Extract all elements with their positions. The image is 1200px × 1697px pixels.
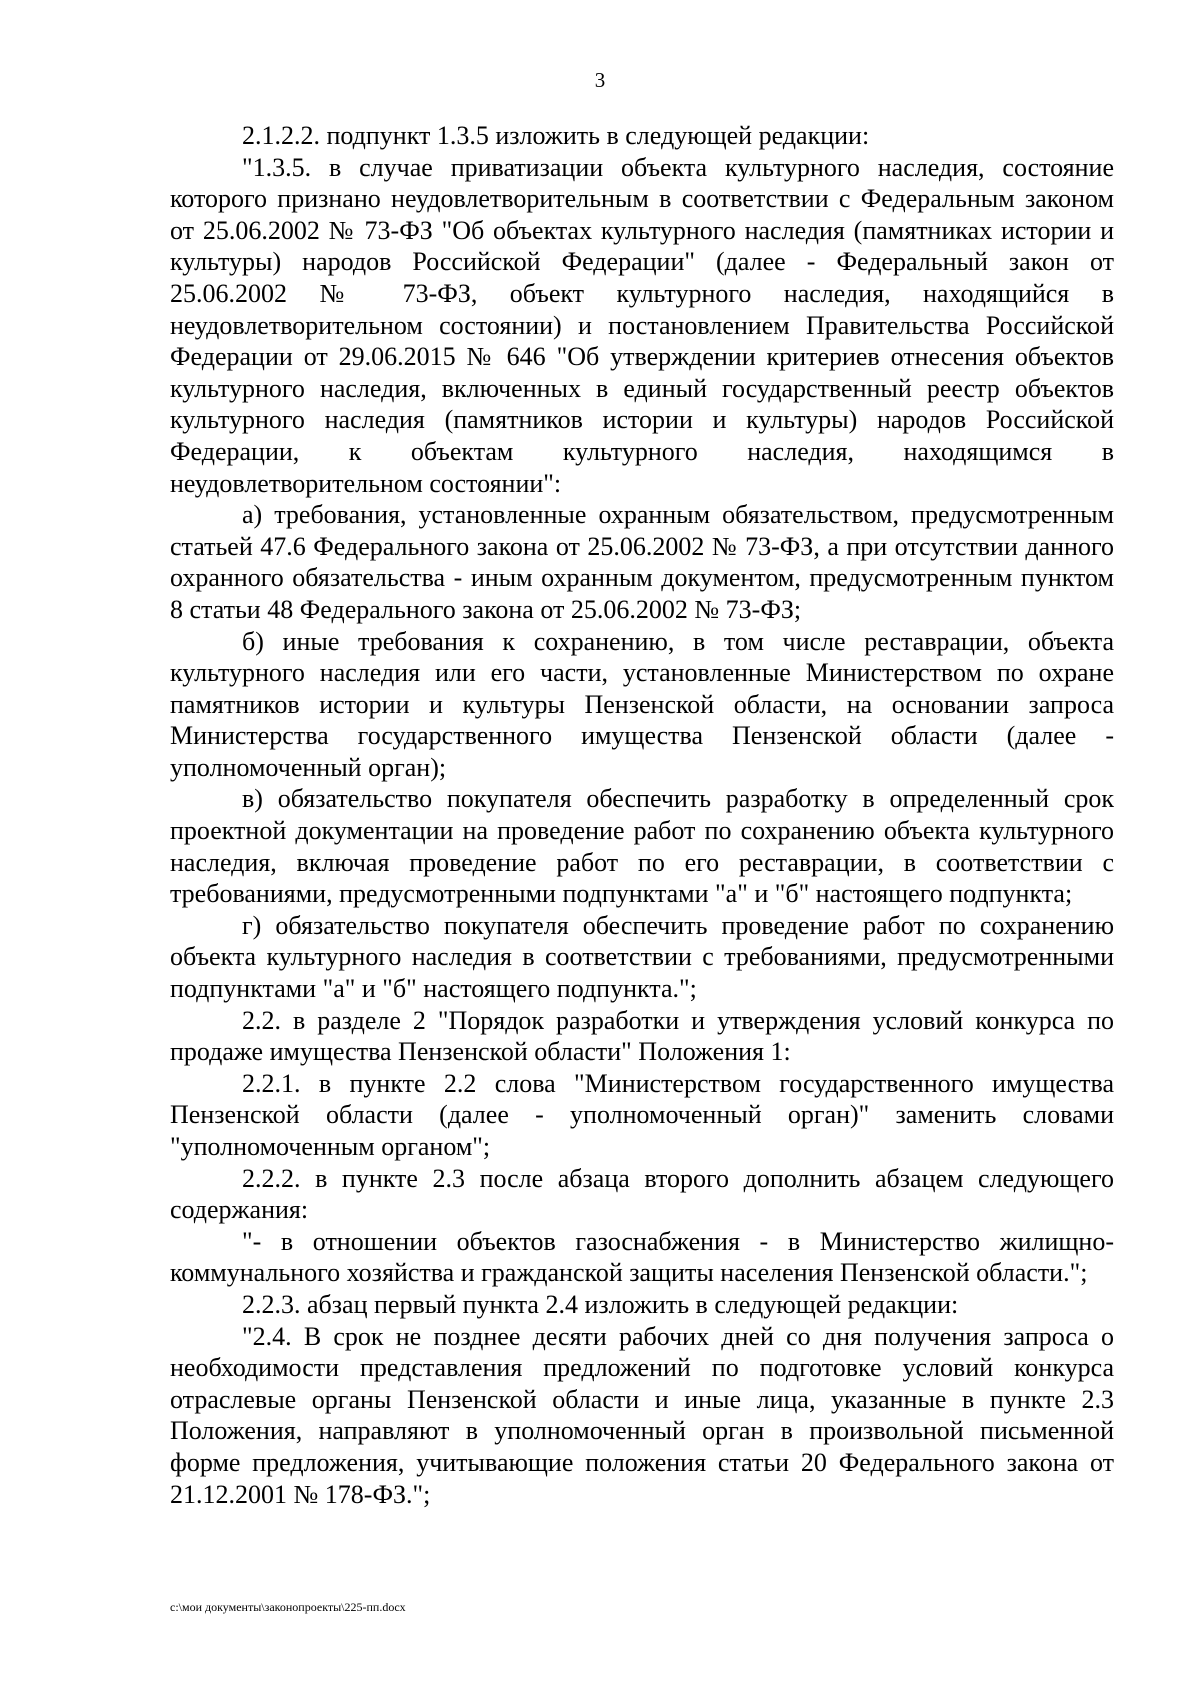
paragraph: 2.2. в разделе 2 "Порядок разработки и утверждения условий конкурса по продаже имущества Пензенской области" Положения 1: bbox=[170, 1005, 1114, 1067]
paragraph: "2.4. В срок не позднее десяти рабочих дней со дня получения запроса о необходимости представления предложений по подготовке условий конкурса отраслевые органы Пензенской области и иные лица, указанные в пункте 2.3 Положения, направляют в уполномоченный орган в произвольной письменной форме предложения, учитывающие положения статьи 20 Федерального закона от 21.12.2001 № 178-ФЗ."; bbox=[170, 1321, 1114, 1509]
paragraph: 2.2.3. абзац первый пункта 2.4 изложить в следующей редакции: bbox=[242, 1289, 959, 1319]
paragraph: г) обязательство покупателя обеспечить проведение работ по сохранению объекта культурного наследия в соответствии с требованиями, предусмотренными подпунктами "а" и "б" настоящего подпункта."; bbox=[170, 910, 1114, 1004]
paragraph: в) обязательство покупателя обеспечить разработку в определенный срок проектной документации на проведение работ по сохранению объекта культурного наследия, включая проведение работ по его реставрации, в соответствии с требованиями, предусмотренными подпунктами "а" и "б" настоящего подпункта; bbox=[170, 784, 1114, 909]
paragraph: 2.1.2.2. подпункт 1.3.5 изложить в следующей редакции: bbox=[242, 121, 870, 150]
paragraph: а) требования, установленные охранным обязательством, предусмотренным статьей 47.6 Федерального закона от 25.06.2002 № 73-ФЗ, а при отсутствии данного охранного обязательства - иным охранным документом, предусмотренным пунктом 8 статьи 48 Федерального закона от 25.06.2002 № 73-ФЗ; bbox=[170, 500, 1114, 624]
paragraph: 2.2.1. в пункте 2.2 слова "Министерством государственного имущества Пензенской области (далее - уполномоченный орган)" заменить словами "уполномоченным органом"; bbox=[170, 1068, 1114, 1161]
paragraph: б) иные требования к сохранению, в том числе реставрации, объекта культурного наследия или его части, установленные Министерством по охране памятников истории и культуры Пензенской области, на основании запроса Министерства государственного имущества Пензенской области (далее - уполномоченный орган); bbox=[170, 626, 1114, 782]
paragraph: "- в отношении объектов газоснабжения - в Министерство жилищно-коммунального хозяйства и гражданской защиты населения Пензенской области."; bbox=[170, 1226, 1114, 1288]
paragraph: 2.2.2. в пункте 2.3 после абзаца второго дополнить абзацем следующего содержания: bbox=[170, 1163, 1114, 1225]
paragraph: "1.3.5. в случае приватизации объекта культурного наследия, состояние которого признано неудовлетворительным в соответствии с Федеральным законом от 25.06.2002 № 73-ФЗ "Об объектах культурного наследия (памятниках истории и культуры) народов Российской Федерации" (далее - Федеральный закон от 25.06.2002 № 73-ФЗ, объект культурного наследия, находящийся в неудовлетворительном состоянии) и постановлением Правительства Российской Федерации от 29.06.2015 № 646 "Об утверждении критериев отнесения объектов культурного наследия, включенных в единый государственный реестр объектов культурного наследия (памятников истории и культуры) народов Российской Федерации, к объектам культурного наследия, находящимся в неудовлетворительном состоянии": bbox=[170, 152, 1114, 498]
document-body bbox=[170, 120, 1114, 1510]
page-number: 3 bbox=[594, 68, 606, 92]
footer-file-path: c:\мои документы\законопроекты\225-пп.docx bbox=[170, 1600, 406, 1614]
